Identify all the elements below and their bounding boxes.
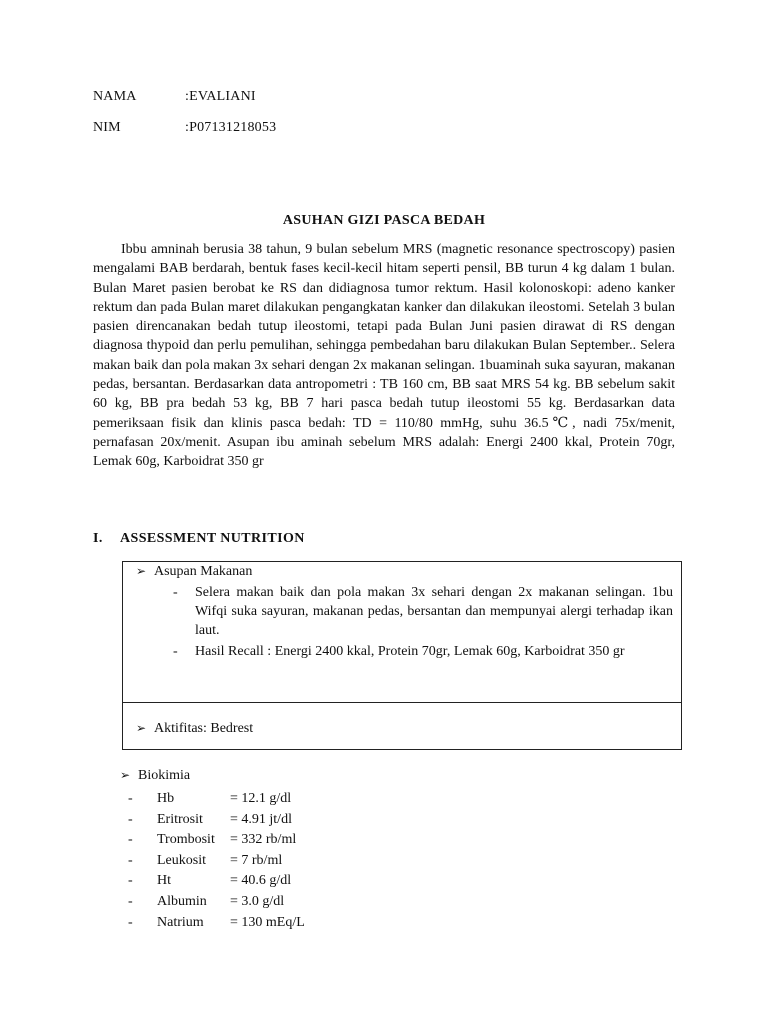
dash-bullet-icon: - bbox=[128, 832, 133, 848]
lab-value: = 3.0 g/dl bbox=[230, 893, 285, 909]
name-row bbox=[93, 89, 256, 105]
list-item bbox=[173, 642, 673, 661]
nim-label: NIM bbox=[93, 120, 121, 135]
lab-value: = 332 rb/ml bbox=[230, 832, 297, 848]
lab-row bbox=[128, 871, 305, 892]
lab-name: Trombosit bbox=[157, 832, 215, 848]
list-item-text: Selera makan baik dan pola makan 3x sehari dengan 2x makanan selingan. 1bu Wifqi suka sayuran, makanan pedas, bersantan dan mempunyai alergi terhadap ikan laut. bbox=[195, 585, 673, 638]
lab-row bbox=[128, 810, 305, 831]
lab-value: = 12.1 g/dl bbox=[230, 791, 292, 806]
dash-bullet-icon: - bbox=[128, 873, 133, 889]
activity-heading-text: Aktifitas: Bedrest bbox=[154, 721, 254, 736]
dash-bullet-icon: - bbox=[128, 914, 133, 930]
intake-box bbox=[122, 561, 682, 703]
lab-value: = 130 mEq/L bbox=[230, 914, 305, 930]
list-item bbox=[173, 583, 673, 640]
arrow-bullet-icon: ➢ bbox=[136, 721, 147, 735]
dash-bullet-icon: - bbox=[128, 893, 133, 909]
list-item-text: Hasil Recall : Energi 2400 kkal, Protein 70gr, Lemak 60g, Karboidrat 350 gr bbox=[195, 644, 625, 659]
lab-row bbox=[128, 913, 305, 934]
lab-row bbox=[128, 789, 305, 810]
lab-row bbox=[128, 851, 305, 872]
lab-name: Leukosit bbox=[157, 852, 206, 868]
activity-heading bbox=[136, 721, 253, 737]
nim-value: :P07131218053 bbox=[185, 120, 277, 135]
biochemistry-heading bbox=[120, 768, 190, 784]
intake-heading-text: Asupan Makanan bbox=[154, 564, 253, 579]
dash-bullet-icon: - bbox=[128, 811, 133, 827]
section-title: ASSESSMENT NUTRITION bbox=[120, 531, 305, 546]
section-number: I. bbox=[93, 531, 103, 546]
lab-results-list bbox=[128, 789, 305, 933]
dash-bullet-icon: - bbox=[173, 644, 178, 659]
lab-value: = 4.91 jt/dl bbox=[230, 811, 292, 827]
name-label: NAMA bbox=[93, 89, 137, 104]
dash-bullet-icon: - bbox=[173, 585, 178, 600]
lab-value: = 7 rb/ml bbox=[230, 852, 283, 868]
lab-name: Hb bbox=[157, 791, 175, 806]
lab-name: Albumin bbox=[157, 893, 207, 909]
lab-name: Ht bbox=[157, 873, 171, 889]
section-heading bbox=[93, 531, 305, 547]
nim-row bbox=[93, 120, 276, 136]
intake-heading bbox=[136, 564, 252, 580]
lab-row bbox=[128, 830, 305, 851]
case-paragraph: Ibbu amninah berusia 38 tahun, 9 bulan sebelum MRS (magnetic resonance spectroscopy) pasien mengalami BAB berdarah, bentuk fases kecil-kecil hitam seperti pensil, BB turun 4 kg dalam 1 bulan. Bulan Maret pasien berobat ke RS dan didiagnosa tumor rektum. Hasil kolonoskopi: adeno kanker rektum dan pada Bulan maret dilakukan pengangkatan kanker dan dilakukan ileostomi. Setelah 3 bulan pasien direncanakan bedah tutup ileostomi, tetapi pada Bulan Juni pasien dirawat di RS dengan diagnosa thypoid dan perlu pemulihan, sehingga pembedahan baru dilakukan Bulan September.. Selera makan baik dan pola makan 3x sehari dengan 2x makanan selingan. 1buaminah suka sayuran, makanan pedas, bersantan. Berdasarkan data antropometri : TB 160 cm, BB saat MRS 54 kg. BB sebelum sakit 60 kg, BB pra bedah 53 kg, BB 7 hari pasca bedah tutup ileostomi 55 kg. Berdasarkan data pemeriksaan fisik dan klinis pasca bedah: TD = 110/80 mmHg, suhu 36.5℃, nadi 75x/menit, pernafasan 20x/menit. Asupan ibu aminah sebelum MRS adalah: Energi 2400 kkal, Protein 70gr, Lemak 60g, Karboidrat 350 gr bbox=[93, 242, 675, 470]
dash-bullet-icon: - bbox=[128, 791, 133, 806]
document-title: ASUHAN GIZI PASCA BEDAH bbox=[282, 213, 486, 228]
arrow-bullet-icon: ➢ bbox=[136, 564, 147, 578]
activity-box bbox=[122, 702, 682, 750]
lab-row bbox=[128, 892, 305, 913]
intake-list bbox=[173, 583, 673, 661]
dash-bullet-icon: - bbox=[128, 852, 133, 868]
name-value: :EVALIANI bbox=[185, 89, 256, 104]
lab-name: Eritrosit bbox=[157, 811, 203, 827]
biochemistry-heading-text: Biokimia bbox=[138, 768, 191, 783]
lab-name: Natrium bbox=[157, 914, 204, 930]
arrow-bullet-icon: ➢ bbox=[120, 768, 131, 782]
lab-value: = 40.6 g/dl bbox=[230, 873, 292, 889]
